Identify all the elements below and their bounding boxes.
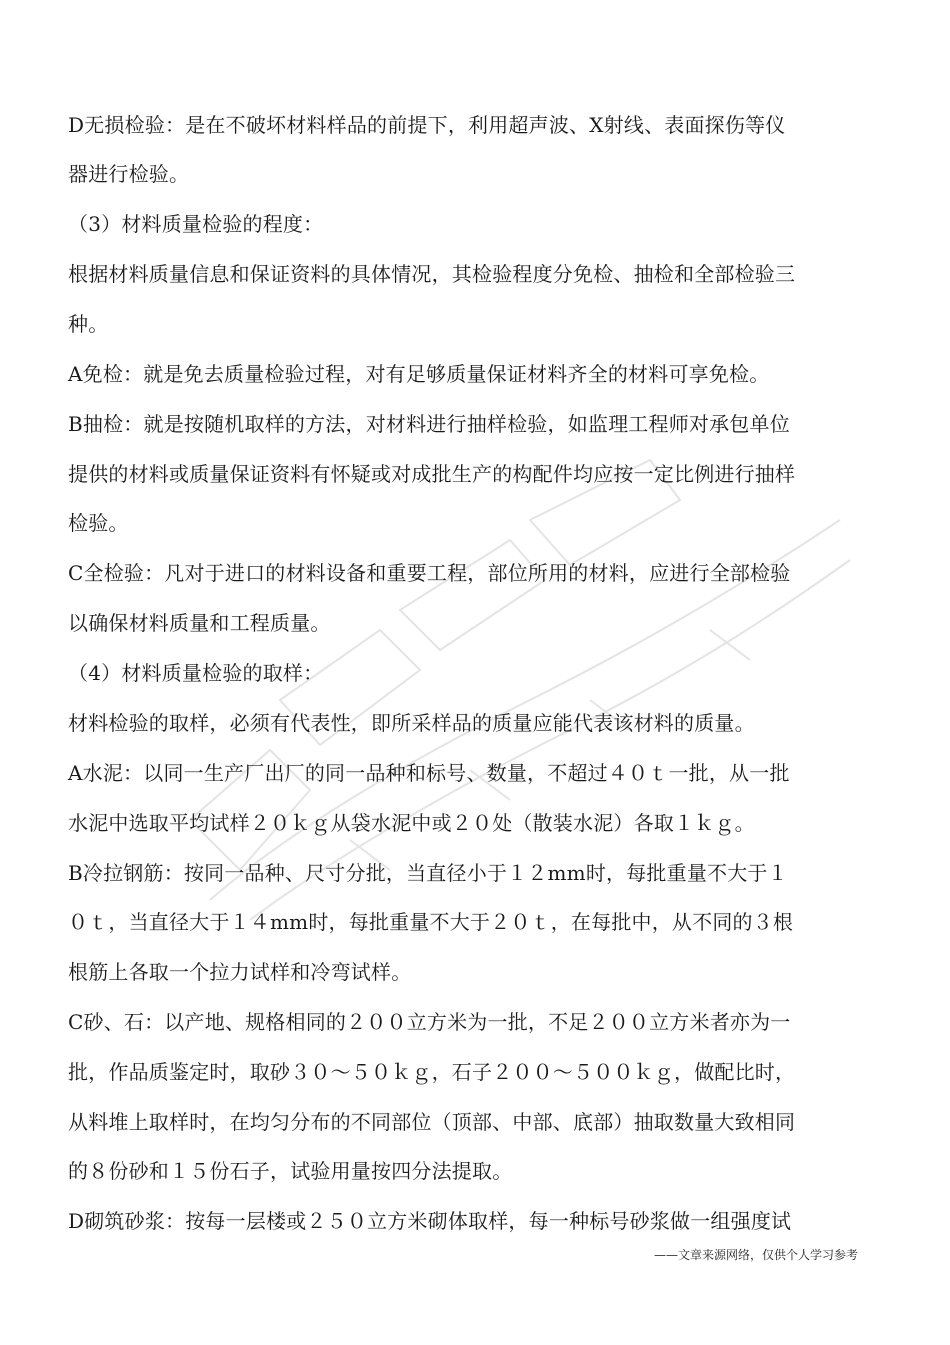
text-line: ０ｔ，当直径大于１４mm时，每批重量不大于２０ｔ，在每批中，从不同的３根 bbox=[68, 910, 794, 934]
text-line: 水泥中选取平均试样２０ｋｇ从袋水泥中或２０处（散装水泥）各取１ｋｇ。 bbox=[68, 811, 755, 835]
text-line: B抽检：就是按随机取样的方法，对材料进行抽样检验，如监理工程师对承包单位 bbox=[68, 412, 790, 436]
text-line: 根据材料质量信息和保证资料的具体情况，其检验程度分免检、抽检和全部检验三 bbox=[68, 262, 796, 286]
footer-note: ——文章来源网络，仅供个人学习参考 bbox=[653, 1248, 858, 1262]
text-line: 检验。 bbox=[68, 511, 129, 535]
section-heading: （4）材料质量检验的取样： bbox=[68, 661, 324, 685]
section-heading: （3）材料质量检验的程度： bbox=[68, 212, 324, 236]
text-line: A水泥：以同一生产厂出厂的同一品种和标号、数量，不超过４０ｔ一批，从一批 bbox=[68, 761, 790, 785]
text-line: A免检：就是免去质量检验过程，对有足够质量保证材料齐全的材料可享免检。 bbox=[68, 362, 770, 386]
text-line: B冷拉钢筋：按同一品种、尺寸分批，当直径小于１２mm时，每批重量不大于１ bbox=[68, 861, 788, 885]
text-line: 材料检验的取样，必须有代表性，即所采样品的质量应能代表该材料的质量。 bbox=[68, 711, 755, 735]
text-line: 批，作品质鉴定时，取砂３０～５０ｋｇ，石子２００～５００ｋｇ，做配比时， bbox=[68, 1060, 796, 1084]
text-line: 以确保材料质量和工程质量。 bbox=[68, 611, 331, 635]
text-line: 种。 bbox=[68, 312, 109, 336]
text-line: 的８份砂和１５份石子，试验用量按四分法提取。 bbox=[68, 1159, 513, 1183]
text-line: D砌筑砂浆：按每一层楼或２５０立方米砌体取样，每一种标号砂浆做一组强度试 bbox=[68, 1209, 792, 1233]
text-line: 器进行检验。 bbox=[68, 162, 190, 186]
text-line: C砂、石：以产地、规格相同的２００立方米为一批，不足２００立方米者亦为一 bbox=[68, 1010, 791, 1034]
text-line: 从料堆上取样时，在均匀分布的不同部位（顶部、中部、底部）抽取数量大致相同 bbox=[68, 1110, 796, 1134]
text-line: 提供的材料或质量保证资料有怀疑或对成批生产的构配件均应按一定比例进行抽样 bbox=[68, 462, 796, 486]
text-line: 根筋上各取一个拉力试样和冷弯试样。 bbox=[68, 960, 412, 984]
text-line: C全检验：凡对于进口的材料设备和重要工程，部位所用的材料，应进行全部检验 bbox=[68, 561, 791, 585]
text-line: D无损检验：是在不破坏材料样品的前提下，利用超声波、X射线、表面探伤等仪 bbox=[68, 113, 786, 137]
